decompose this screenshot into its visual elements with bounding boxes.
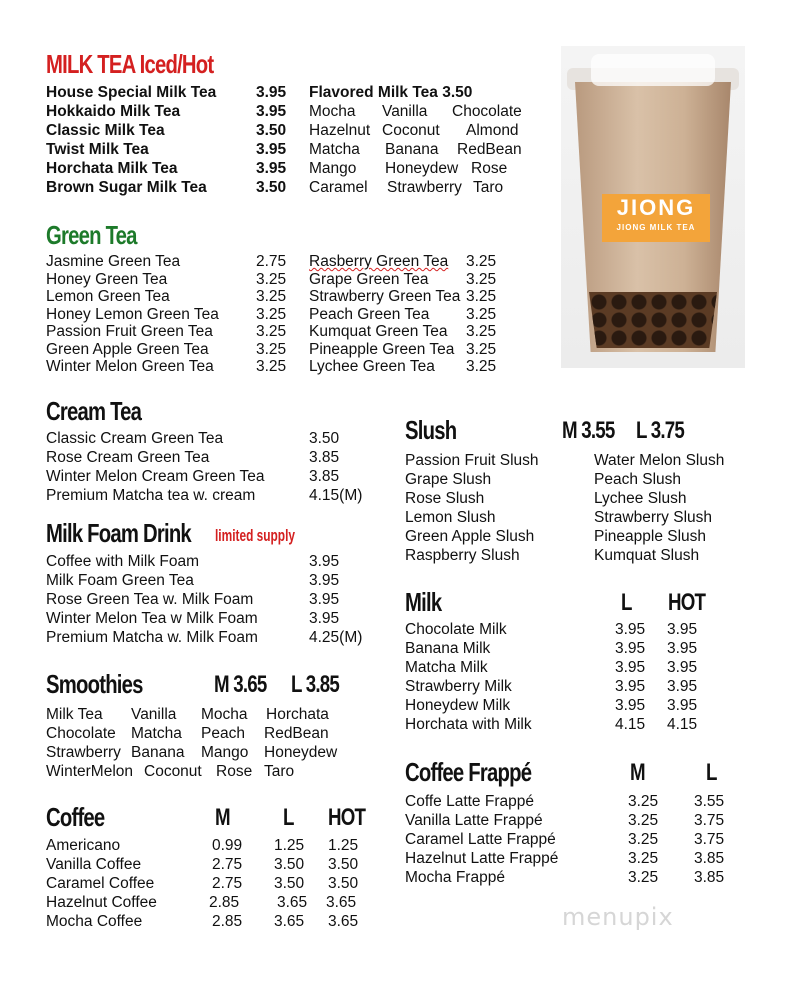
list-item: Coffe Latte Frappé 3.25 3.55	[405, 793, 725, 810]
slush-price-l: L 3.75	[636, 417, 685, 444]
list-item: Water Melon Slush	[594, 452, 725, 469]
list-item: Premium Matcha tea w. cream 4.15(M)	[46, 487, 363, 504]
list-item: Mocha Vanilla Chocolate	[309, 103, 522, 120]
milk-col-hot: HOT	[668, 589, 706, 616]
list-item: Green Apple Slush	[405, 528, 535, 545]
smoothies-grid	[46, 705, 346, 781]
list-item: Raspberry Slush	[405, 547, 520, 564]
slush-list-left	[405, 451, 539, 565]
list-item: Matcha Milk 3.95 3.95	[405, 659, 698, 676]
list-item: Peach Slush	[594, 471, 682, 488]
list-item: Chocolate Milk 3.95 3.95	[405, 621, 698, 638]
list-item: Mango Honeydew Rose	[309, 160, 508, 177]
list-item: Rasberry Green Tea 3.25	[309, 253, 497, 270]
list-item: Coffee with Milk Foam 3.95	[46, 553, 340, 570]
green-tea-list-left	[46, 252, 296, 376]
list-item: Grape Green Tea 3.25	[309, 270, 497, 288]
list-item: Premium Matcha w. Milk Foam 4.25(M)	[46, 629, 363, 646]
list-item: Chocolate Matcha Peach RedBean	[46, 725, 329, 742]
list-item: Winter Melon Cream Green Tea 3.85	[46, 468, 340, 485]
list-item: Vanilla Latte Frappé 3.25 3.75	[405, 812, 725, 829]
smoothies-price-l: L 3.85	[291, 671, 340, 698]
list-item: Hazelnut Latte Frappé 3.25 3.85	[405, 850, 725, 867]
list-item: Lemon Green Tea 3.25	[46, 288, 287, 305]
list-item: Classic Milk Tea 3.50	[46, 122, 287, 139]
list-item: Pineapple Slush	[594, 528, 707, 545]
green-tea-heading: Green Tea	[46, 220, 137, 250]
list-item: Honey Lemon Green Tea 3.25	[46, 305, 287, 323]
list-item: Strawberry Banana Mango Honeydew	[46, 744, 338, 761]
list-item: Honeydew Milk 3.95 3.95	[405, 697, 698, 714]
list-item: Milk Foam Green Tea 3.95	[46, 572, 340, 589]
list-item: Pineapple Green Tea 3.25	[309, 340, 497, 358]
list-item: Caramel Strawberry Taro	[309, 179, 504, 196]
list-item: Rose Green Tea w. Milk Foam 3.95	[46, 591, 340, 608]
list-item: Lychee Slush	[594, 490, 687, 507]
list-item: Kumquat Slush	[594, 547, 700, 564]
list-item: House Special Milk Tea 3.95	[46, 84, 287, 101]
list-item: Mocha Frappé 3.25 3.85	[405, 869, 725, 886]
list-item: Rose Slush	[405, 490, 485, 507]
ice-cubes	[591, 54, 715, 86]
frappe-col-l: L	[706, 759, 717, 786]
list-item: Hokkaido Milk Tea 3.95	[46, 103, 287, 120]
cream-tea-heading: Cream Tea	[46, 396, 142, 426]
list-item: Peach Green Tea 3.25	[309, 305, 497, 323]
cream-tea-list	[46, 429, 376, 505]
slush-list-right	[594, 451, 724, 565]
coffee-list	[46, 836, 376, 931]
smoothies-heading: Smoothies	[46, 669, 143, 699]
list-item: WinterMelon Coconut Rose Taro	[46, 763, 295, 780]
flavored-milk-tea-title: Flavored Milk Tea 3.50	[309, 84, 473, 101]
list-item: Green Apple Green Tea 3.25	[46, 340, 287, 358]
coffee-col-m: M	[215, 804, 230, 831]
menupix-watermark: menupix	[562, 903, 674, 931]
milk-foam-heading: Milk Foam Drink	[46, 518, 191, 548]
list-item: Brown Sugar Milk Tea 3.50	[46, 179, 287, 196]
list-item: Winter Melon Tea w Milk Foam 3.95	[46, 610, 340, 627]
list-item: Winter Melon Green Tea 3.25	[46, 358, 287, 375]
list-item: Vanilla Coffee 2.75 3.50 3.50	[46, 856, 359, 873]
slush-heading: Slush	[405, 415, 457, 445]
list-item: Honey Green Tea 3.25	[46, 270, 287, 288]
list-item: Lychee Green Tea 3.25	[309, 358, 497, 375]
list-item: Hazelnut Coconut Almond	[309, 122, 519, 139]
list-item: Caramel Latte Frappé 3.25 3.75	[405, 831, 725, 848]
list-item: Passion Fruit Green Tea 3.25	[46, 323, 287, 340]
list-item: Mocha Coffee 2.85 3.65 3.65	[46, 913, 359, 930]
green-tea-list-right	[309, 252, 509, 376]
slush-price-m: M 3.55	[562, 417, 615, 444]
list-item: Horchata with Milk 4.15 4.15	[405, 716, 698, 733]
tapioca-pearls	[589, 292, 717, 348]
coffee-col-hot: HOT	[328, 804, 366, 831]
list-item: Americano 0.99 1.25 1.25	[46, 837, 359, 854]
list-item: Jasmine Green Tea 2.75	[46, 253, 287, 270]
frappe-list	[405, 792, 735, 887]
list-item: Strawberry Milk 3.95 3.95	[405, 678, 698, 695]
list-item: Hazelnut Coffee 2.85 3.65 3.65	[46, 894, 357, 911]
list-item: Rose Cream Green Tea 3.85	[46, 449, 340, 466]
list-item: Strawberry Slush	[594, 509, 713, 526]
coffee-frappe-heading: Coffee Frappé	[405, 757, 532, 787]
bubble-tea-photo	[561, 46, 745, 368]
milk-list	[405, 620, 725, 734]
milk-foam-list	[46, 552, 376, 647]
frappe-col-m: M	[630, 759, 645, 786]
list-item: Caramel Coffee 2.75 3.50 3.50	[46, 875, 359, 892]
coffee-col-l: L	[283, 804, 294, 831]
list-item: Classic Cream Green Tea 3.50	[46, 430, 340, 447]
milk-heading: Milk	[405, 587, 442, 617]
list-item: Strawberry Green Tea 3.25	[309, 288, 497, 305]
list-item: Horchata Milk Tea 3.95	[46, 160, 287, 177]
list-item: Passion Fruit Slush	[405, 452, 539, 469]
milk-tea-heading: MILK TEA Iced/Hot	[46, 49, 214, 79]
list-item: Milk Tea Vanilla Mocha Horchata	[46, 706, 329, 723]
list-item: Lemon Slush	[405, 509, 496, 526]
smoothies-price-m: M 3.65	[214, 671, 267, 698]
list-item: Banana Milk 3.95 3.95	[405, 640, 698, 657]
list-item: Kumquat Green Tea 3.25	[309, 323, 497, 340]
coffee-heading: Coffee	[46, 802, 105, 832]
milk-tea-list	[46, 83, 291, 197]
milk-col-l: L	[621, 589, 632, 616]
jiong-logo: JIONG JIONG MILK TEA	[602, 194, 710, 242]
list-item: Matcha Banana RedBean	[309, 141, 522, 158]
limited-supply-note: limited supply	[215, 526, 296, 545]
list-item: Grape Slush	[405, 471, 492, 488]
list-item: Twist Milk Tea 3.95	[46, 141, 287, 158]
flavor-grid	[309, 102, 549, 197]
